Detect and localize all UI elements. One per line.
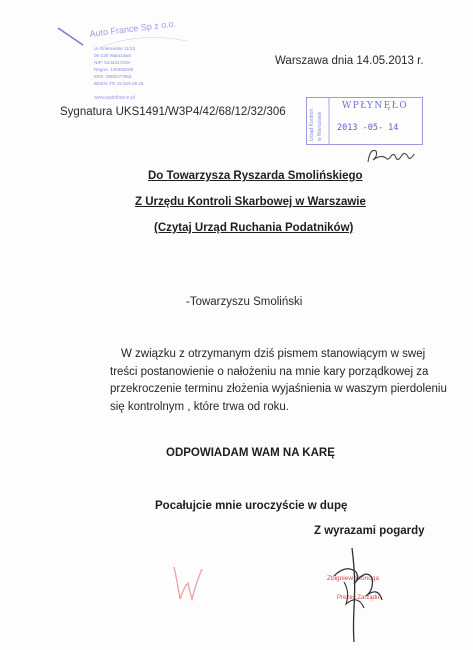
company-stamp: [89, 18, 182, 107]
company-stamp-line: Regon: 140458208: [94, 67, 134, 72]
company-stamp-line: KRS: 0000377862: [94, 74, 132, 79]
company-stamp-name: Auto France Sp z o.o.: [89, 18, 177, 39]
company-stamp-line: 05-220 Warszawa: [94, 53, 131, 58]
signer-stamp-name: Zbigniew Stonoga: [327, 575, 380, 582]
recipient-note: (Czytaj Urząd Ruchania Podatników): [154, 222, 354, 234]
letter-body: [110, 346, 447, 416]
handwritten-signature: [324, 538, 394, 646]
received-stamp-title: WPŁYNĘŁO: [342, 101, 409, 111]
recipient-name: Do Towarzysza Ryszarda Smolińskiego: [148, 170, 363, 182]
letter-body-line: treści postanowienie o nałożeniu na mnie kary porządkowej za: [110, 365, 429, 378]
letter-body-line: się kontrolnym , które trwa od roku.: [110, 400, 289, 413]
closing-line: Pocałujcie mnie uroczyście w dupę: [155, 500, 348, 512]
received-stamp-side-label: w Warszawie: [317, 111, 323, 141]
recipient-office: Z Urzędu Kontroli Skarbowej w Warszawie: [135, 196, 366, 208]
received-stamp-side-label: Urząd Kontroli: [309, 109, 315, 141]
company-stamp-line: NIP: 5242317218: [94, 60, 130, 65]
company-stamp-line: BDSN: FR 15 815 06 25: [94, 81, 144, 86]
letter-body-line: przekroczenie terminu złożenia wyjaśnienia w waszym pierdoleniu: [110, 383, 447, 395]
signer-stamp-title: Prezes Zarządu: [337, 595, 380, 601]
regards-line: Z wyrazami pogardy: [314, 525, 425, 537]
letter-body-line: W związku z otrzymanym dziś pismem stanowiącym w swej: [121, 348, 426, 360]
company-stamp-line: ul. Krakowska 11/13: [94, 46, 136, 51]
reply-heading: ODPOWIADAM WAM NA KARĘ: [166, 447, 335, 459]
red-pen-mark: [168, 563, 208, 605]
salutation: -Towarzyszu Smoliński: [186, 296, 303, 308]
stamp-arrow-line: [56, 26, 86, 48]
received-stamp-initials: [364, 142, 416, 168]
received-stamp-date: 2013 -05- 14: [337, 123, 399, 133]
company-stamp-line: www.autofrance.pl: [94, 95, 135, 101]
reference-number: Sygnatura UKS1491/W3P4/42/68/12/32/306: [60, 106, 286, 118]
received-stamp: [306, 97, 423, 145]
date-line: Warszawa dnia 14.05.2013 r.: [275, 55, 424, 67]
